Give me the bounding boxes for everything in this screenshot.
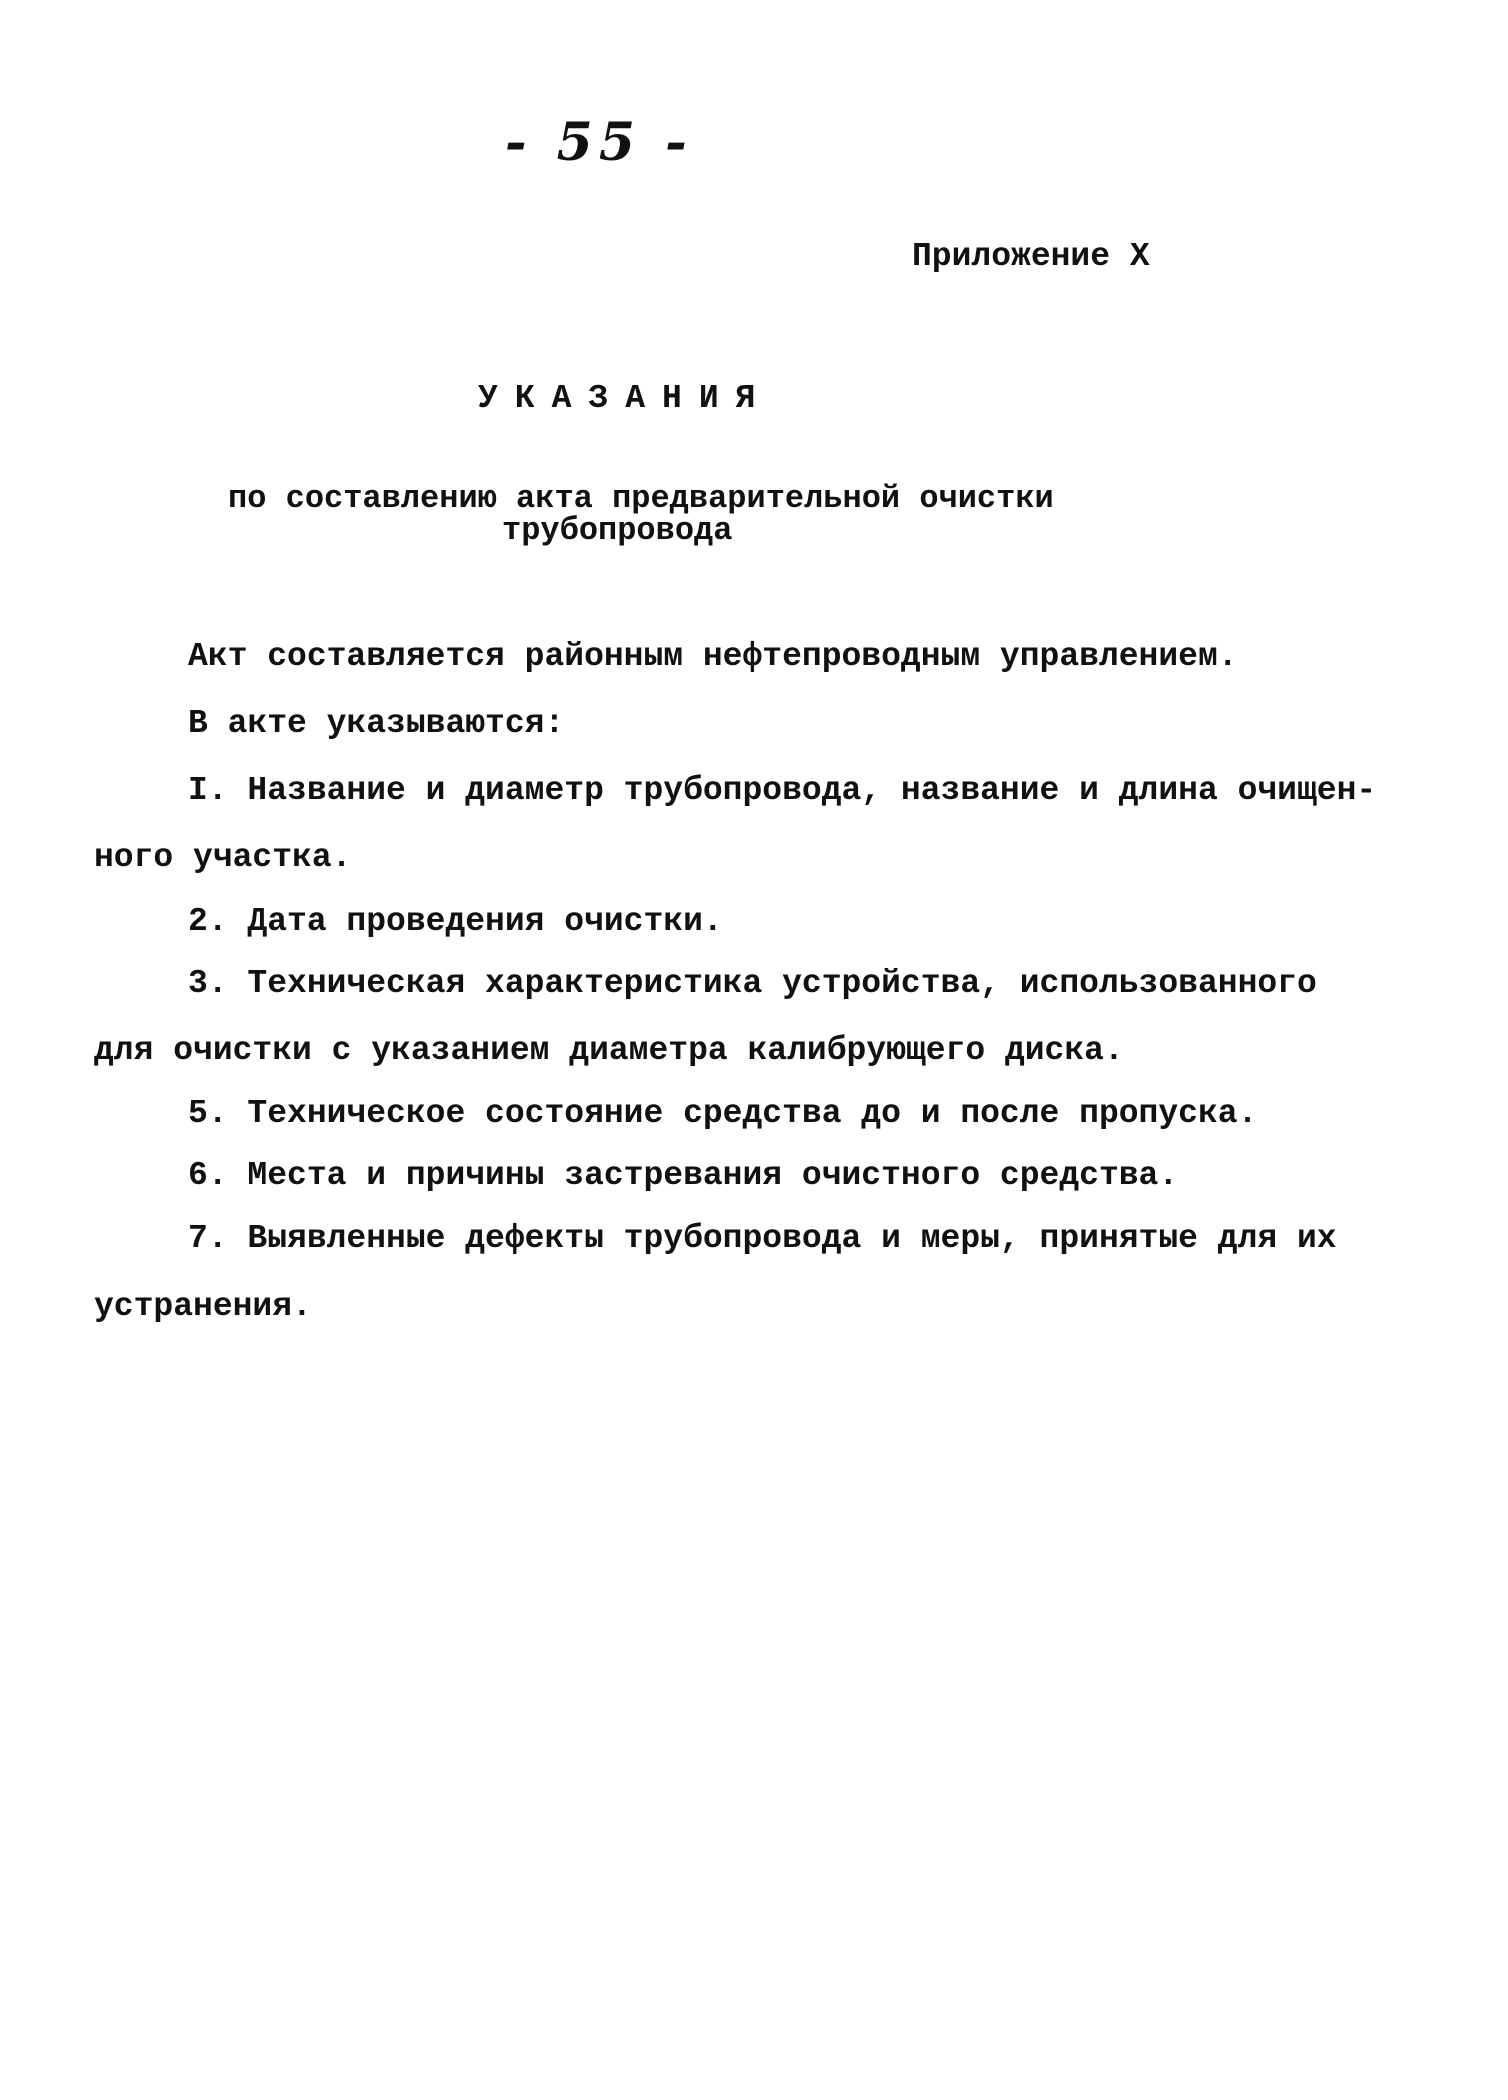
list-item-6: 6. Места и причины застревания очистного средства. xyxy=(188,1157,1179,1194)
document-heading: УКАЗАНИЯ xyxy=(478,380,773,417)
list-item-1-line-2: ного участка. xyxy=(94,839,352,876)
document-subheading xyxy=(228,480,1128,549)
subheading-line-1: по составлению акта предварительной очистки xyxy=(228,480,1054,517)
list-item-2: 2. Дата проведения очистки. xyxy=(188,903,723,940)
page-number: - 55 - xyxy=(505,112,693,173)
list-item-3-line-1: 3. Техническая характеристика устройства, использованного xyxy=(188,965,1317,1002)
list-item-7-line-2: устранения. xyxy=(94,1288,312,1325)
list-item-7-line-1: 7. Выявленные дефекты трубопровода и меры, принятые для их xyxy=(188,1220,1337,1257)
paragraph-act-indicates: В акте указываются: xyxy=(188,705,565,742)
list-item-3-line-2: для очистки с указанием диаметра калибрующего диска. xyxy=(94,1032,1124,1069)
list-item-5: 5. Техническое состояние средства до и после пропуска. xyxy=(188,1095,1258,1132)
appendix-label: Приложение X xyxy=(912,238,1150,275)
paragraph-act-prepared: Акт составляется районным нефтепроводным управлением. xyxy=(188,638,1238,675)
subheading-line-2: трубопровода xyxy=(502,512,733,549)
list-item-1-line-1: I. Название и диаметр трубопровода, название и длина очищен- xyxy=(188,772,1377,809)
